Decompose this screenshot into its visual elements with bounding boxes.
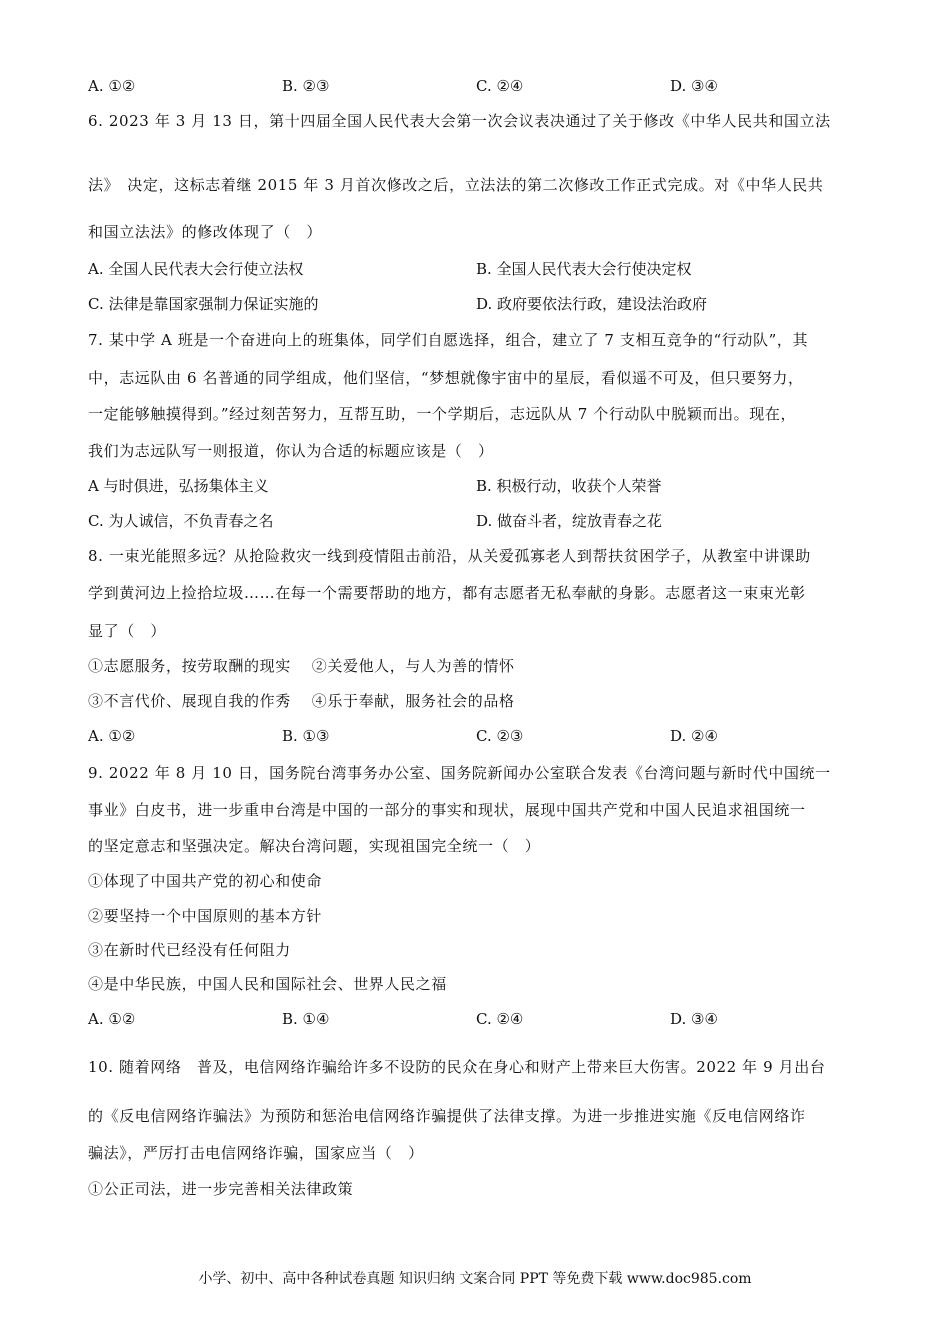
q8-option-d: D. ②④	[670, 727, 718, 745]
q9-option-c: C. ②④	[476, 1010, 524, 1028]
q7-stem-line: 7. 某中学 A 班是一个奋进向上的班集体，同学们自愿选择，组合，建立了 7 支相互竞争的“行动队”，其	[88, 331, 809, 349]
q8-stem-line: 学到黄河边上捡拾垃圾……在每一个需要帮助的地方，都有志愿者无私奉献的身影。志愿者这一束束光彰	[88, 584, 806, 602]
q9-stem-line: 9. 2022 年 8 月 10 日，国务院台湾事务办公室、国务院新闻办公室联合发表《台湾问题与新时代中国统一	[88, 764, 831, 782]
q7-stem-line: 中，志远队由 6 名普通的同学组成，他们坚信，“梦想就像宇宙中的星辰，看似遥不可及，但只要努力，	[88, 369, 804, 387]
q9-option-b: B. ①④	[282, 1010, 330, 1028]
q5-option-a: A. ①②	[88, 77, 136, 95]
q6-option-a: A. 全国人民代表大会行使立法权	[88, 260, 304, 278]
q9-stem-line: 事业》白皮书，进一步重申台湾是中国的一部分的事实和现状，展现中国共产党和中国人民追求祖国统一	[88, 801, 806, 819]
q9-option-d: D. ③④	[670, 1010, 718, 1028]
q10-stem-line: 10. 随着网络 普及，电信网络诈骗给许多不设防的民众在身心和财产上带来巨大伤害。2022 年 9 月出台	[88, 1058, 826, 1076]
q7-stem-line: 我们为志远队写一则报道，你认为合适的标题应该是（ ）	[88, 442, 494, 460]
q9-option-a: A. ①②	[88, 1010, 136, 1028]
q9-statement: ②要坚持一个中国原则的基本方针	[88, 907, 323, 925]
q5-option-b: B. ②③	[282, 77, 330, 95]
q8-stem-line: 显了（ ）	[88, 622, 167, 640]
q6-option-c: C. 法律是靠国家强制力保证实施的	[88, 295, 319, 313]
q9-stem-line: 的坚定意志和坚强决定。解决台湾问题，实现祖国完全统一（ ）	[88, 837, 541, 855]
q5-option-c: C. ②④	[476, 77, 524, 95]
page-footer: 小学、初中、高中各种试卷真题 知识归纳 文案合同 PPT 等免费下载 www.doc985.com	[198, 1271, 752, 1287]
q7-option-d: D. 做奋斗者，绽放青春之花	[476, 512, 663, 530]
q7-option-c: C. 为人诚信，不负青春之名	[88, 512, 274, 530]
q8-option-a: A. ①②	[88, 727, 136, 745]
q9-statement: ①体现了中国共产党的初心和使命	[88, 872, 323, 890]
q7-stem-line: 一定能够触摸得到。”经过刻苦努力，互帮互助，一个学期后，志远队从 7 个行动队中脱颖而出。现在，	[88, 405, 797, 423]
q6-stem-line: 和国立法法》的修改体现了（ ）	[88, 223, 323, 241]
q10-statement: ①公正司法，进一步完善相关法律政策	[88, 1180, 354, 1198]
q9-statement: ④是中华民族，中国人民和国际社会、世界人民之福	[88, 975, 447, 993]
q8-option-b: B. ①③	[282, 727, 330, 745]
q6-stem-line: 法》 决定，这标志着继 2015 年 3 月首次修改之后，立法法的第二次修改工作正式完成。对《中华人民共	[88, 176, 824, 194]
q8-option-c: C. ②③	[476, 727, 524, 745]
q8-stem-line: 8. 一束光能照多远？从抢险救灾一线到疫情阻击前沿，从关爱孤寡老人到帮扶贫困学子，从教室中讲课助	[88, 547, 811, 565]
q5-option-d: D. ③④	[670, 77, 718, 95]
q8-statement: ③不言代价、展现自我的作秀 ④乐于奉献，服务社会的品格	[88, 692, 515, 710]
q10-stem-line: 的《反电信网络诈骗法》为预防和惩治电信网络诈骗提供了法律支撑。为进一步推进实施《反电信网络诈	[88, 1107, 806, 1125]
q6-option-b: B. 全国人民代表大会行使决定权	[476, 260, 692, 278]
q8-statement: ①志愿服务，按劳取酬的现实 ②关爱他人，与人为善的情怀	[88, 657, 515, 675]
q6-stem-line: 6. 2023 年 3 月 13 日，第十四届全国人民代表大会第一次会议表决通过了关于修改《中华人民共和国立法	[88, 112, 831, 130]
q9-statement: ③在新时代已经没有任何阻力	[88, 941, 291, 959]
q10-stem-line: 骗法》，严厉打击电信网络诈骗，国家应当（ ）	[88, 1144, 424, 1162]
q7-option-b: B. 积极行动，收获个人荣誉	[476, 477, 662, 495]
q6-option-d: D. 政府要依法行政，建设法治政府	[476, 295, 708, 313]
q7-option-a: A 与时俱进，弘扬集体主义	[88, 477, 269, 495]
